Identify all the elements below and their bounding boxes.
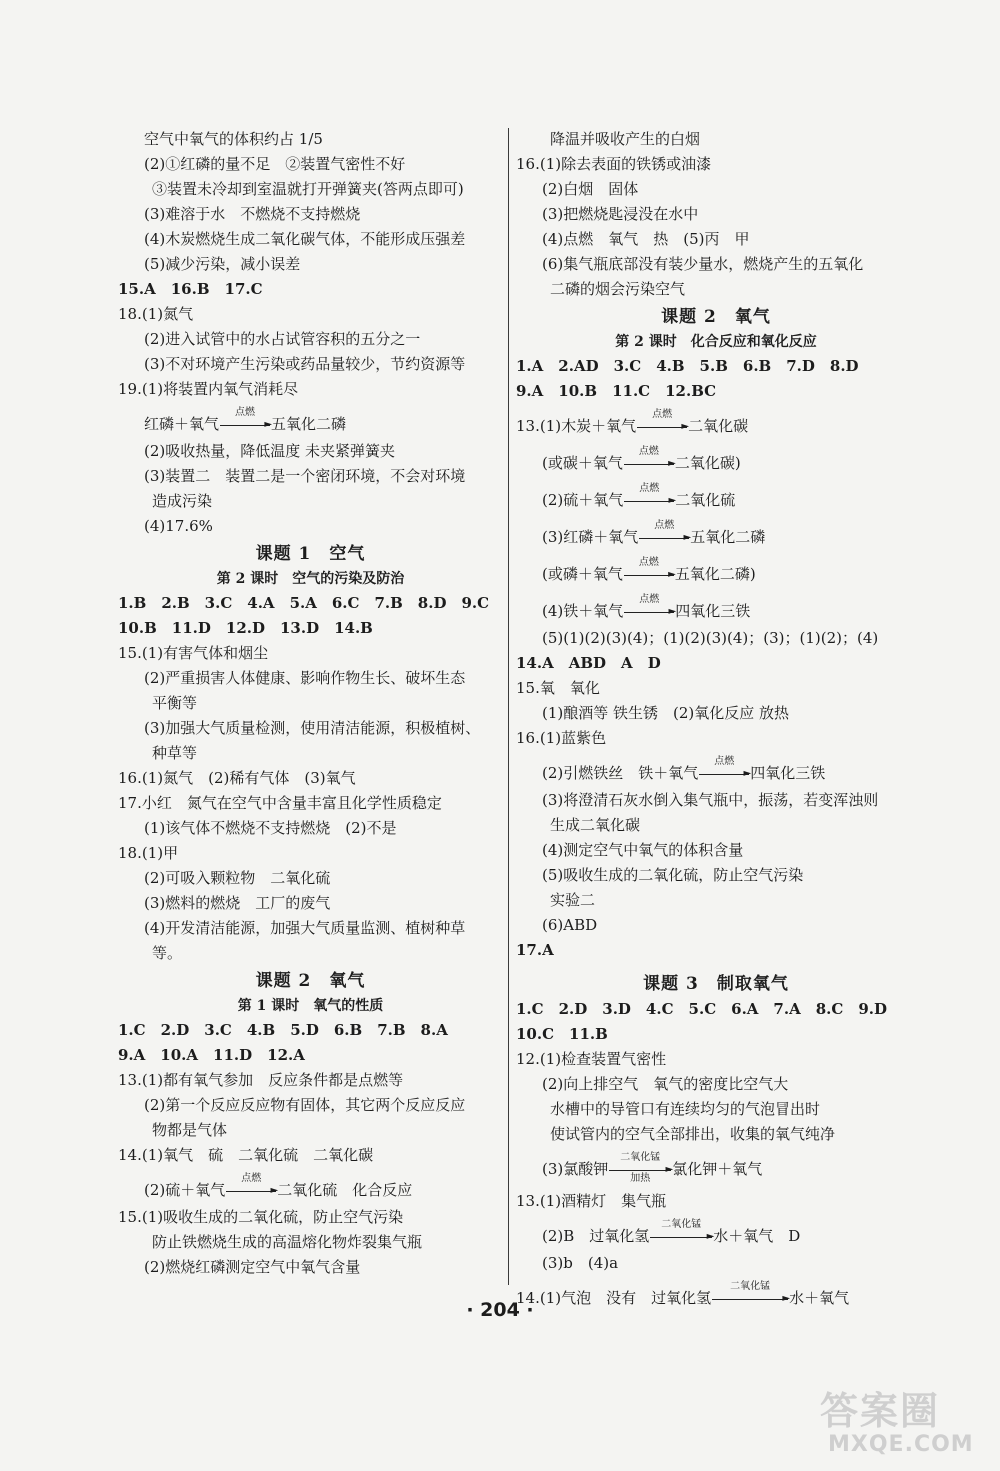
reactants: 14.(1)气泡 没有 过氧化氢: [516, 1289, 712, 1307]
answer-line: 9.A 10.A 11.D 12.A: [118, 1046, 305, 1064]
reactants: 红磷＋氧气: [144, 415, 220, 433]
reactants: (4)铁＋氧气: [542, 602, 624, 620]
condition: 点燃: [639, 483, 660, 494]
products: 二氧化硫: [675, 491, 736, 509]
equation-line: [516, 1214, 916, 1251]
equation-line: [516, 404, 916, 441]
answer-line: (4)测定空气中氧气的体积含量: [542, 841, 744, 859]
answer-line: (4)点燃 氧气 热 (5)丙 甲: [542, 230, 750, 248]
reaction-arrow: 点燃 ►: [637, 422, 687, 432]
column-divider: [508, 128, 509, 1285]
answer-line: 17.A: [516, 941, 554, 959]
reactants: (3)氯酸钾: [542, 1160, 609, 1178]
answer-line: 降温并吸收产生的白烟: [550, 130, 701, 148]
answer-line: 1.B 2.B 3.C 4.A 5.A 6.C 7.B 8.D 9.C: [118, 594, 490, 612]
reaction-arrow: 二氧化锰 ► 加热: [609, 1165, 671, 1175]
condition: 点燃: [639, 594, 660, 605]
condition: 点燃: [714, 756, 735, 767]
products: 二氧化碳): [674, 454, 741, 472]
answer-line: (2)白烟 固体: [542, 180, 639, 198]
lesson-heading: 第 1 课时 氧气的性质: [237, 998, 384, 1014]
answer-line: (6)ABD: [542, 916, 598, 934]
answer-line: (4)开发清洁能源，加强大气质量监测、植树种草: [144, 919, 466, 937]
answer-line: (5)吸收生成的二氧化硫，防止空气污染: [542, 866, 804, 884]
equation-line: [516, 751, 916, 788]
lesson-heading: 第 2 课时 化合反应和氧化反应: [615, 334, 817, 350]
answer-line: 物都是气体: [152, 1121, 228, 1139]
reactants: (或磷＋氧气: [542, 565, 623, 583]
answer-line: (1)酿酒等 铁生锈 (2)氧化反应 放热: [542, 704, 790, 722]
products: 五氧化二磷: [271, 415, 347, 433]
answer-line: (2)①红磷的量不足 ②装置气密性不好: [144, 155, 406, 173]
answer-line: 平衡等: [152, 694, 198, 712]
reactants: (2)引燃铁丝 铁＋氧气: [542, 764, 699, 782]
reactants: (3)红磷＋氧气: [542, 528, 639, 546]
condition-below: 加热: [630, 1173, 651, 1184]
answer-line: 种草等: [152, 744, 198, 762]
answer-line: (3)加强大气质量检测，使用清洁能源，积极植树、: [144, 719, 481, 737]
answer-line: (3)将澄清石灰水倒入集气瓶中，振荡，若变浑浊则: [542, 791, 879, 809]
answer-line: (2)可吸入颗粒物 二氧化硫: [144, 869, 331, 887]
condition: 二氧化锰: [620, 1152, 661, 1163]
answer-line: 防止铁燃烧生成的高温熔化物炸裂集气瓶: [152, 1233, 423, 1251]
reaction-arrow: 点燃 ►: [624, 459, 674, 469]
products: 水＋氧气: [789, 1289, 850, 1307]
answer-line: (3)装置二 装置二是一个密闭环境，不会对环境: [144, 467, 466, 485]
answer-line: 1.C 2.D 3.D 4.C 5.C 6.A 7.A 8.C 9.D: [516, 1000, 887, 1018]
condition: 点燃: [654, 520, 675, 531]
reactants: (或碳＋氧气: [542, 454, 623, 472]
reaction-arrow: 点燃 ►: [220, 420, 270, 430]
topic-heading: 课题 2 氧气: [661, 307, 771, 327]
condition: 点燃: [638, 446, 659, 457]
products: 水＋氧气 D: [713, 1227, 801, 1245]
answer-line: 16.(1)氮气 (2)稀有气体 (3)氧气: [118, 769, 356, 787]
answer-line: 17.小红 氮气在空气中含量丰富且化学性质稳定: [118, 794, 442, 812]
answer-line: 造成污染: [152, 492, 213, 510]
answer-line: 13.(1)都有氧气参加 反应条件都是点燃等: [118, 1071, 404, 1089]
answer-line: ③装置未冷却到室温就打开弹簧夹(答两点即可): [152, 180, 464, 198]
answer-line: 1.C 2.D 3.C 4.B 5.D 6.B 7.B 8.A: [118, 1021, 448, 1039]
answer-line: (2)第一个反应反应物有固体，其它两个反应反应: [144, 1096, 466, 1114]
left-column: [118, 127, 503, 1280]
answer-line: 14.(1)氧气 硫 二氧化硫 二氧化碳: [118, 1146, 374, 1164]
answer-line: 使试管内的空气全部排出，收集的氧气纯净: [550, 1125, 836, 1143]
lesson-heading: 第 2 课时 空气的污染及防治: [216, 571, 405, 587]
answer-line: 13.(1)酒精灯 集气瓶: [516, 1192, 667, 1210]
reactants: (2)硫＋氧气: [542, 491, 624, 509]
answer-line: 16.(1)除去表面的铁锈或油漆: [516, 155, 712, 173]
answer-line: 19.(1)将装置内氧气消耗尽: [118, 380, 299, 398]
answer-line: (3)b (4)a: [542, 1254, 619, 1272]
answer-line: 15.A 16.B 17.C: [118, 280, 263, 298]
answer-line: 9.A 10.B 11.C 12.BC: [516, 382, 717, 400]
topic-heading: 课题 3 制取氧气: [643, 974, 789, 994]
products: 五氧化二磷: [690, 528, 766, 546]
products: 五氧化二磷): [674, 565, 756, 583]
reaction-arrow: 点燃 ►: [226, 1186, 276, 1196]
equation-line: [516, 515, 916, 552]
answer-line: (4)木炭燃烧生成二氧化碳气体，不能形成压强差: [144, 230, 466, 248]
answer-line: (3)难溶于水 不燃烧不支持燃烧: [144, 205, 361, 223]
reaction-arrow: 二氧化锰 ►: [712, 1294, 788, 1304]
equation-line: [516, 552, 916, 589]
answer-line: (3)把燃烧匙浸没在水中: [542, 205, 699, 223]
watermark-url: MXQE.COM: [828, 1432, 974, 1457]
products: 二氧化碳: [688, 417, 749, 435]
equation-line: [516, 478, 916, 515]
condition: 点燃: [638, 557, 659, 568]
reaction-arrow: 二氧化锰 ►: [650, 1232, 712, 1242]
reactants: 13.(1)木炭＋氧气: [516, 417, 637, 435]
reaction-arrow: 点燃 ►: [699, 769, 749, 779]
watermark-logo: [820, 1380, 990, 1465]
answer-line: 15.氧 氧化: [516, 679, 600, 697]
answer-line: 10.C 11.B: [516, 1025, 608, 1043]
answer-line: (5)(1)(2)(3)(4)；(1)(2)(3)(4)；(3)；(1)(2)；(4): [542, 629, 879, 647]
answer-line: 等。: [152, 944, 183, 962]
answer-line: (4)17.6%: [144, 517, 213, 535]
answer-line: 10.B 11.D 12.D 13.D 14.B: [118, 619, 373, 637]
answer-line: 15.(1)吸收生成的二氧化硫，防止空气污染: [118, 1208, 404, 1226]
answer-line: (2)进入试管中的水占试管容积的五分之一: [144, 330, 421, 348]
equation-line: [118, 1168, 503, 1205]
condition: 点燃: [235, 407, 256, 418]
equation-line: [118, 402, 503, 439]
reaction-arrow: 点燃 ►: [624, 607, 674, 617]
answer-line: 12.(1)检查装置气密性: [516, 1050, 667, 1068]
equation-line: [516, 1147, 916, 1189]
equation-line: [516, 441, 916, 478]
products: 四氧化三铁: [675, 602, 751, 620]
answer-line: 18.(1)甲: [118, 844, 179, 862]
answer-line: 14.A ABD A D: [516, 654, 661, 672]
products: 氯化钾＋氧气: [672, 1160, 763, 1178]
answer-line: (3)不对环境产生污染或药品量较少，节约资源等: [144, 355, 466, 373]
answer-line: 空气中氧气的体积约占 1/5: [144, 130, 323, 148]
answer-line: (5)减少污染，减小误差: [144, 255, 301, 273]
watermark-text: 答案圈: [820, 1389, 941, 1433]
page-number: · 204 ·: [466, 1299, 534, 1321]
answer-line: 水槽中的导管口有连续均匀的气泡冒出时: [550, 1100, 821, 1118]
condition: 二氧化锰: [730, 1281, 771, 1292]
reaction-arrow: 点燃 ►: [624, 570, 674, 580]
products: 二氧化硫 化合反应: [277, 1181, 413, 1199]
answer-line: (2)燃烧红磷测定空气中氧气含量: [144, 1258, 361, 1276]
right-column: [516, 127, 916, 1313]
answer-line: (2)向上排空气 氧气的密度比空气大: [542, 1075, 789, 1093]
condition: 点燃: [241, 1173, 262, 1184]
answer-line: 1.A 2.AD 3.C 4.B 5.B 6.B 7.D 8.D: [516, 357, 859, 375]
answer-line: (2)吸收热量，降低温度 未夹紧弹簧夹: [144, 442, 396, 460]
reactants: (2)B 过氧化氢: [542, 1227, 650, 1245]
equation-line: [516, 589, 916, 626]
answer-line: (3)燃料的燃烧 工厂的废气: [144, 894, 331, 912]
answer-line: (6)集气瓶底部没有装少量水，燃烧产生的五氧化: [542, 255, 864, 273]
answer-line: (2)严重损害人体健康、影响作物生长、破坏生态: [144, 669, 466, 687]
reaction-arrow: 点燃 ►: [639, 533, 689, 543]
products: 四氧化三铁: [750, 764, 826, 782]
answer-line: 实验二: [550, 891, 596, 909]
topic-heading: 课题 2 氧气: [255, 971, 366, 991]
reactants: (2)硫＋氧气: [144, 1181, 226, 1199]
topic-heading: 课题 1 空气: [255, 544, 366, 564]
answer-line: 生成二氧化碳: [550, 816, 641, 834]
reaction-arrow: 点燃 ►: [624, 496, 674, 506]
condition: 二氧化锰: [661, 1219, 702, 1230]
answer-line: 16.(1)蓝紫色: [516, 729, 607, 747]
answer-line: 18.(1)氮气: [118, 305, 194, 323]
condition: 点燃: [652, 409, 673, 420]
answer-line: (1)该气体不燃烧不支持燃烧 (2)不是: [144, 819, 397, 837]
answer-line: 15.(1)有害气体和烟尘: [118, 644, 269, 662]
answer-line: 二磷的烟会污染空气: [550, 280, 686, 298]
